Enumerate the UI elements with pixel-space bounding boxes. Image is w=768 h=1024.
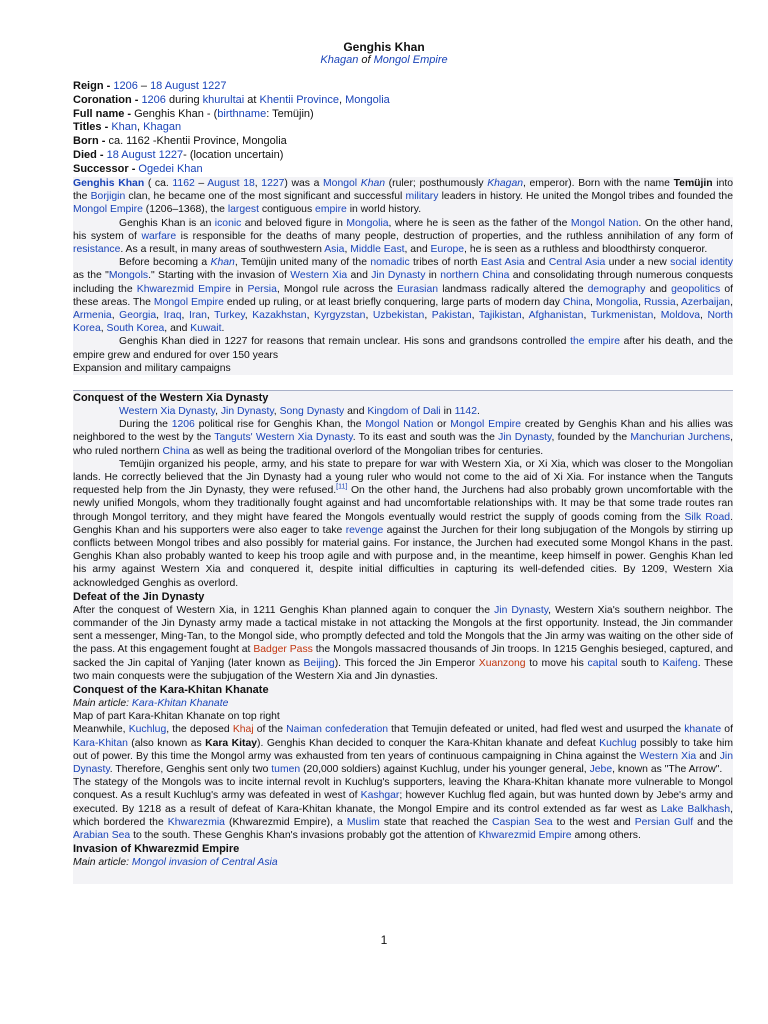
link[interactable]: China — [162, 445, 190, 457]
link[interactable]: largest — [227, 204, 259, 216]
link[interactable]: 1227 — [261, 178, 285, 189]
link-mongolia[interactable]: Mongolia — [345, 93, 390, 106]
info-titles: Titles - Khan, Khagan — [73, 121, 182, 134]
intro-paragraph-2: Genghis Khan is an iconic and beloved figure in Mongolia, where he is seen as the father of the Mongol Nation. On the other hand, his system of warfare is responsible for the deaths of many people, destruction of properties, and the ruthless annihilation of any form of resistance. As a result, in many areas of southwestern Asia, Middle East, and Europe, he is seen as a ruthless and bloodthirsty conqueror. — [73, 217, 734, 256]
link-mongol-empire[interactable]: Mongol Empire — [373, 54, 448, 66]
link[interactable]: China — [562, 296, 591, 308]
campaigns-section — [73, 390, 733, 884]
link[interactable]: Badger Pass — [253, 644, 313, 656]
link[interactable]: capital — [587, 657, 618, 669]
link[interactable]: demography — [587, 283, 646, 295]
link[interactable]: Kaifeng — [662, 657, 698, 669]
link[interactable]: Mongol Empire — [450, 419, 522, 431]
intro-paragraph-3: Before becoming a Khan, Temüjin united many of the nomadic tribes of north East Asia and Central Asia under a new social identity as the "Mongols." Starting with the invasion of Western Xia and Jin Dynasty in northern China and consolidating through numerous conquests including the Khwarezmid Empire in Persia, Mongol rule across the Eurasian landmass radically altered the demography and geopolitics of these areas. The Mongol Empire ended up ruling, or at least briefly conquering, large parts of modern day China, Mongolia, Russia, Azerbaijan, Armenia, Georgia, Iraq, Iran, Turkey, Kazakhstan, Kyrgyzstan, Uzbekistan, Pakistan, Tajikistan, Afghanistan, Turkmenistan, Moldova, North Korea, South Korea, and Kuwait. — [73, 257, 734, 335]
heading-khwarezmid: Invasion of Khwarezmid Empire — [73, 843, 240, 856]
link[interactable]: Western Xia — [639, 750, 697, 762]
link-khurultai[interactable]: khurultai — [202, 93, 245, 106]
link-khentii-province[interactable]: Khentii Province — [259, 93, 339, 106]
intro-paragraph-4: Genghis Khan died in 1227 for reasons that remain unclear. His sons and grandsons controlled the empire after his death, and the empire grew and endured for over 150 years — [73, 336, 734, 361]
link[interactable]: warfare — [141, 230, 177, 242]
link[interactable]: iconic — [214, 217, 242, 229]
link[interactable]: northern China — [440, 270, 510, 282]
link[interactable]: military — [405, 191, 439, 203]
link[interactable]: the empire — [570, 336, 620, 348]
link[interactable]: revenge — [345, 524, 384, 536]
western-xia-paragraph-2: Temüjin organized his people, army, and his state to prepare for war with Western Xia, or Xi Xia, which was closer to the Mongolian lands. He correctly believed that the Jin Dynasty had a young ruler who would not come to the aid of Xi Xia. For instance when the Tanguts requested help from the Jin Dynasty, they were refused.[11] On the other hand, the Jurchens had also probably grown uncomfortable with the newly unified Mongols, whom they traditionally fought against and had uncomfortable relationships with. It may be that some trade routes ran through Mongol territory, and they might have feared the Mongols eventually would restrict the supply of goods coming from the Silk Road. Genghis Khan and his supporters were also eager to take revenge against the Jurchen for their long subjugation of the Mongols by stirring up conflicts between Mongol tribes and also possibly for material gains. For instance, the Jurchen had executed some Mongol Khans in the past. Genghis Khan also probably wanted to keep his troop agile and with purpose and, in the meantime, keep himself in power. Genghis Khan led his army against Western Xia and conquered it, despite initial difficulties in capturing its well-defended cities. By 1209, Western Xia acknowledged Genghis as overlord. — [73, 458, 733, 589]
link[interactable]: Beijing — [303, 657, 335, 669]
link[interactable]: empire — [315, 204, 347, 216]
link[interactable]: Moldova — [660, 310, 701, 322]
link[interactable]: Mongolia — [595, 296, 639, 308]
link[interactable]: Song Dynasty — [279, 406, 345, 417]
heading-western-xia: Conquest of the Western Xia Dynasty — [73, 392, 269, 404]
link[interactable]: Tanguts' Western Xia Dynasty — [214, 432, 353, 444]
link-1206[interactable]: 1206 — [141, 93, 166, 106]
link[interactable]: Muslim — [346, 816, 380, 828]
link-khan[interactable]: Khan — [111, 121, 138, 134]
link-khagan[interactable]: Khagan — [143, 121, 182, 134]
link[interactable]: Khan — [210, 257, 235, 269]
toc-line: Expansion and military campaigns — [73, 362, 231, 374]
link[interactable]: Lake Balkhash — [660, 803, 731, 815]
jin-paragraph: After the conquest of Western Xia, in 1211 Genghis Khan planned again to conquer the Jin Dynasty, Western Xia's southern neighbor. The commander of the Jin Dynasty army made a tactical mistake in not attacking the Mongols at the first opportunity. Instead, the Jin commander sent a messenger, Ming-Tan, to the Mongol side, who promptly defected and told the Mongols that the Jin army was waiting on the other side of the pass. At this engagement fought at Badger Pass the Mongols massacred thousands of Jin troops. In 1215 Genghis besieged, captured, and sacked the Jin capital of Yanjing (later known as Beijing). This forced the Jin Emperor Xuanzong to move his capital south to Kaifeng. These two main conquests were the subjugation of the Western Xia and Jin dynasties. — [73, 604, 734, 682]
link[interactable]: social identity — [670, 257, 734, 269]
link-18-august-1227[interactable]: 18 August 1227 — [150, 80, 227, 92]
page-subtitle: Khagan of Mongol Empire — [320, 54, 448, 66]
western-xia-links: Western Xia Dynasty, Jin Dynasty, Song Dynasty and Kingdom of Dali in 1142. — [119, 406, 480, 417]
info-reign: Reign - 1206 – 18 August 1227 — [73, 80, 227, 92]
info-died: Died - 18 August 1227- (location uncertain) — [73, 148, 284, 161]
link[interactable]: Mongolia — [346, 217, 389, 229]
link[interactable]: Western Xia Dynasty — [119, 406, 216, 417]
map-caption: Map of part Kara-Khitan Khanate on top right — [73, 711, 280, 723]
link[interactable]: Central Asia — [548, 257, 606, 269]
heading-jin-dynasty: Defeat of the Jin Dynasty — [73, 590, 205, 603]
link[interactable]: Afghanistan — [528, 310, 584, 322]
link[interactable]: Iran — [188, 310, 207, 322]
link[interactable]: Western Xia — [290, 270, 348, 282]
intro-paragraph-1: Genghis Khan ( ca. 1162 – August 18, 1227) was a Mongol Khan (ruler; posthumously Khagan, emperor). Born with the name Temüjin into the Borjigin clan, he became one of the most significant and successful military leaders in history. He united the Mongol tribes and founded the Mongol Empire (1206–1368), the largest contiguous empire in world history. — [73, 178, 734, 216]
link-1206[interactable]: 1206 — [113, 80, 138, 92]
link[interactable]: Kara-Khitan Khanate — [131, 698, 229, 710]
link[interactable]: Kara-Khitan — [73, 737, 128, 749]
western-xia-paragraph-1: During the 1206 political rise for Genghis Khan, the Mongol Nation or Mongol Empire created by Genghis Khan and his allies was neighbored to the west by the Tanguts' Western Xia Dynasty. To its east and south was the Jin Dynasty, founded by the Manchurian Jurchens, who ruled northern China as well as being the traditional overlord of the Mongolian tribes for centuries. — [73, 419, 733, 457]
link[interactable]: Tajikistan — [478, 310, 522, 322]
link[interactable]: Mongol Nation — [365, 419, 434, 431]
link[interactable]: Turkey — [214, 310, 245, 322]
link[interactable]: Eurasian — [397, 283, 439, 295]
link[interactable]: Persian Gulf — [634, 816, 694, 828]
link[interactable]: Khagan — [487, 178, 524, 189]
link[interactable]: Khan — [360, 178, 386, 189]
link[interactable]: geopolitics — [671, 283, 721, 295]
link[interactable]: North Korea — [73, 310, 733, 335]
link[interactable]: Iraq — [163, 310, 182, 322]
link[interactable]: Asia — [324, 244, 345, 256]
link[interactable]: August 18 — [207, 178, 255, 189]
link[interactable]: Kuchlug — [128, 724, 167, 736]
link[interactable]: Europe — [430, 244, 465, 256]
link[interactable]: Uzbekistan — [372, 310, 425, 322]
heading-kara-khitan: Conquest of the Kara-Khitan Khanate — [73, 684, 269, 697]
link[interactable]: Manchurian Jurchens — [630, 432, 731, 444]
intro-section — [73, 177, 733, 375]
link[interactable]: nomadic — [370, 257, 410, 269]
link[interactable]: Mongol Empire — [73, 204, 143, 216]
link[interactable]: tumen — [271, 764, 301, 776]
link[interactable]: Azerbaijan — [680, 296, 731, 308]
link[interactable]: Mongols — [108, 270, 149, 282]
link[interactable]: Kuwait — [190, 323, 222, 335]
link[interactable]: Jin Dynasty — [498, 432, 552, 444]
link[interactable]: Silk Road — [684, 511, 731, 523]
link[interactable]: Naiman confederation — [286, 724, 389, 736]
link[interactable]: Jin Dynasty — [73, 750, 733, 776]
link[interactable]: East Asia — [480, 257, 525, 269]
kara-khitan-paragraph-2: The stategy of the Mongols was to incite internal revolt in Kuchlug's supporters, leaving the Khara-Khitan khanate more vulnerable to Mongol conquest. As a result Kuchlug's army was defeated in west of Kashgar; however Kuchlug fled again, but was hunted down by Jebe's army and executed. By 1218 as a result of defeat of Kara-Khitan khanate, the Mongol Empire and its control extended as far west as Lake Balkhash, which bordered the Khwarezmia (Khwarezmid Empire), a Muslim state that reached the Caspian Sea to the west and Persian Gulf and the Arabian Sea to the south. These Genghis Khan's invasions probably got the attention of Khwarezmid Empire among others. — [73, 777, 734, 842]
link[interactable]: Mongol Nation — [570, 217, 639, 229]
link[interactable]: Mongol — [323, 178, 358, 189]
link[interactable]: [11] — [336, 483, 348, 491]
info-coronation: Coronation - 1206 during khurultai at Khentii Province, Mongolia — [73, 93, 390, 106]
info-born: Born - ca. 1162 -Khentii Province, Mongolia — [73, 135, 287, 148]
link[interactable]: resistance — [73, 244, 121, 256]
link[interactable]: Xuanzong — [478, 657, 526, 669]
link[interactable]: Arabian Sea — [73, 830, 131, 842]
link[interactable]: Persia — [247, 283, 277, 295]
link[interactable]: Pakistan — [431, 310, 472, 322]
link[interactable]: Kingdom of Dali — [367, 406, 441, 417]
link[interactable]: Jin Dynasty — [494, 604, 549, 616]
page-number: 1 — [380, 933, 388, 947]
link[interactable]: Genghis Khan — [73, 178, 145, 189]
link[interactable]: Borjigin — [90, 191, 126, 203]
link[interactable]: Caspian Sea — [491, 816, 553, 828]
link[interactable]: Middle East — [350, 244, 405, 256]
link[interactable]: Kazakhstan — [252, 310, 307, 322]
infobox — [73, 80, 733, 177]
link-birthname[interactable]: birthname — [217, 107, 267, 120]
link[interactable]: Jin Dynasty — [220, 406, 274, 417]
link-khagan[interactable]: Khagan — [320, 54, 359, 66]
link[interactable]: Mongol Empire — [153, 296, 224, 308]
link[interactable]: Khwarezmid Empire — [136, 283, 232, 295]
link[interactable]: Jebe — [589, 764, 613, 776]
link[interactable]: Armenia — [73, 310, 112, 322]
link[interactable]: 1206 — [171, 419, 195, 431]
info-fullname: Full name - Genghis Khan - (birthname: Temüjin) — [73, 107, 314, 120]
link-ogedei-khan[interactable]: Ogedei Khan — [138, 162, 203, 175]
link[interactable]: 1162 — [172, 178, 195, 189]
link[interactable]: Khwarezmid Empire — [478, 830, 572, 842]
link[interactable]: South Korea — [106, 323, 165, 335]
link[interactable]: 1142 — [454, 406, 477, 417]
link[interactable]: khanate — [684, 724, 722, 736]
link[interactable]: Russia — [643, 296, 676, 308]
main-article-khwarezmid: Main article: Mongol invasion of Central Asia — [73, 857, 278, 869]
link[interactable]: Turkmenistan — [590, 310, 654, 322]
link[interactable]: Kashgar — [360, 790, 400, 802]
info-successor: Successor - Ogedei Khan — [73, 162, 203, 175]
page-title: Genghis Khan — [343, 40, 425, 54]
link[interactable]: Jin Dynasty — [371, 270, 426, 282]
kara-khitan-paragraph-1: Meanwhile, Kuchlug, the deposed Khaj of the Naiman confederation that Temujin defeated or united, had fled west and usurped the khanate of Kara-Khitan (also known as Kara Kitay). Genghis Khan decided to conquer the Kara-Khitan khanate and defeat Kuchlug possibly to take him out of power. By this time the Mongol army was exhausted from ten years of continuous campaigning in China against the Western Xia and Jin Dynasty. Therefore, Genghis sent only two tumen (20,000 soldiers) against Kuchlug, under his younger general, Jebe, known as "The Arrow". — [73, 724, 733, 776]
main-article-kara-khitan: Main article: Kara-Khitan Khanate — [73, 698, 229, 710]
link[interactable]: Kyrgyzstan — [314, 310, 366, 322]
link[interactable]: Mongol invasion of Central Asia — [131, 857, 278, 869]
link-18-august-1227[interactable]: 18 August 1227 — [106, 148, 184, 161]
link[interactable]: Khwarezmia — [167, 816, 225, 828]
link[interactable]: Khaj — [232, 724, 254, 736]
link[interactable]: Kuchlug — [599, 737, 637, 749]
link[interactable]: Georgia — [119, 310, 157, 322]
